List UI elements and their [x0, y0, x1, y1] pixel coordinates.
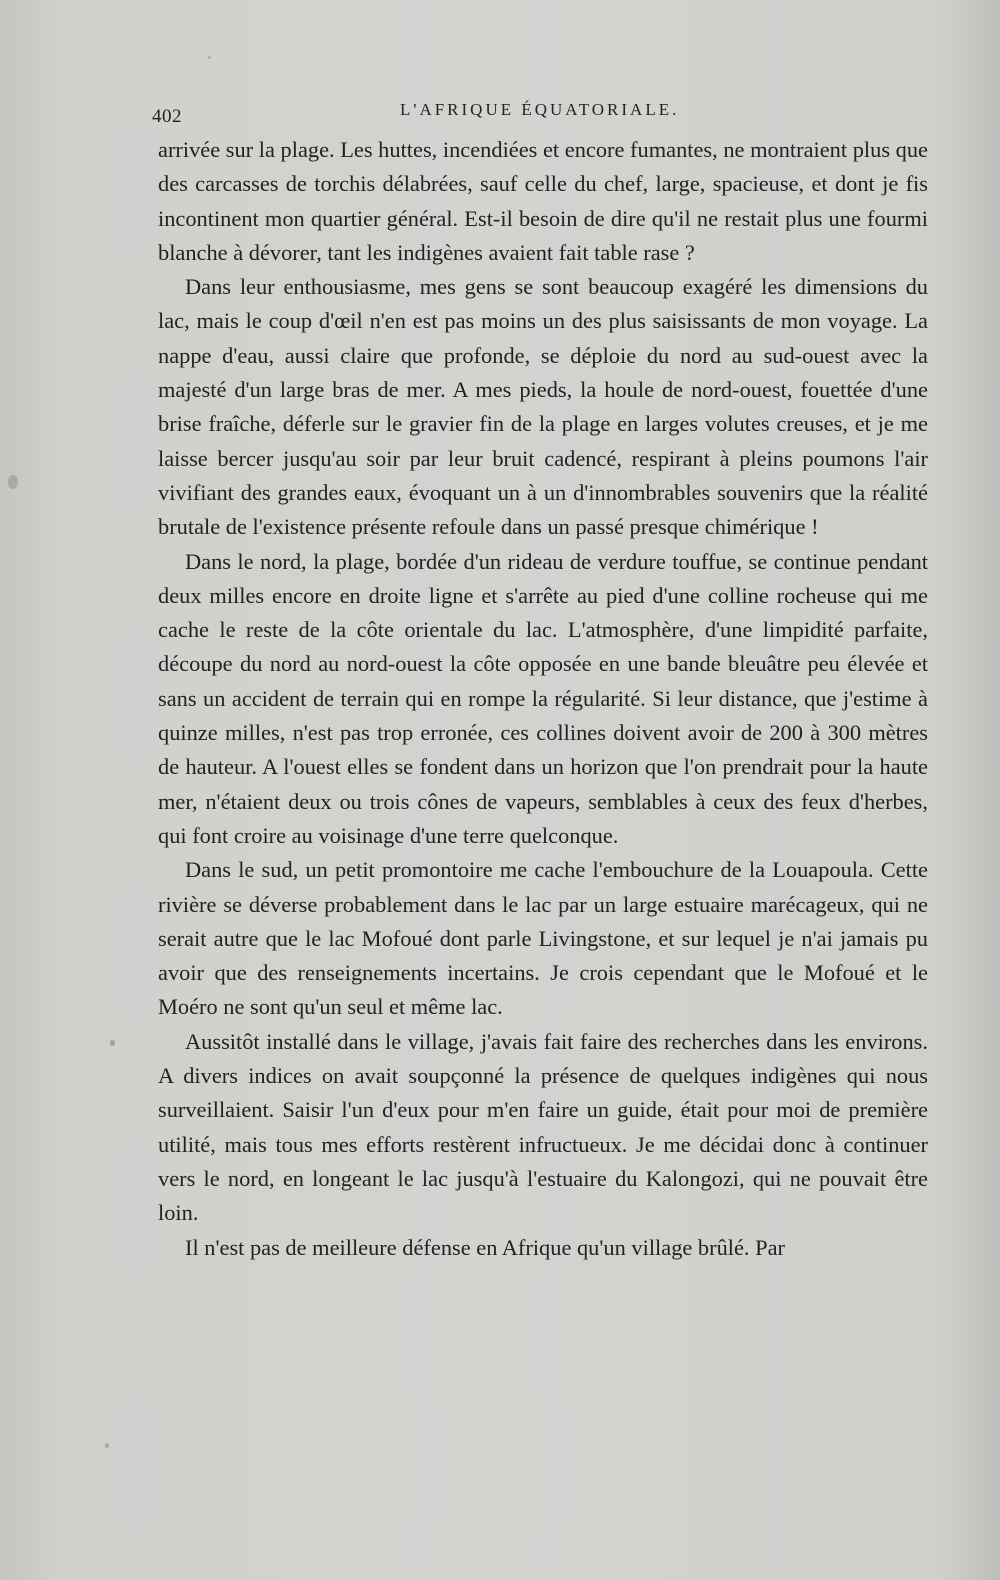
paper-speck	[110, 1040, 115, 1046]
paragraph-1: arrivée sur la plage. Les huttes, incendiées et encore fumantes, ne montraient plus que des carcasses de torchis délabrées, sauf celle du chef, large, spacieuse, et dont je fis incontinent mon quartier général. Est-il besoin de dire qu'il ne restait plus une fourmi blanche à dévorer, tant les indigènes avaient fait table rase ?	[158, 137, 928, 265]
paper-speck	[208, 56, 211, 59]
paragraph-5: Aussitôt installé dans le village, j'avais fait faire des recherches dans les environs. A divers indices on avait soupçonné la présence de quelques indigènes qui nous surveillaient. Saisir l'un d'eux pour m'en faire un guide, était pour moi de première utilité, mais tous mes efforts restèrent infructueux. Je me décidai donc à continuer vers le nord, en longeant le lac jusqu'à l'estuaire du Kalongozi, qui ne pouvait être loin.	[158, 1028, 928, 1226]
paragraph-3: Dans le nord, la plage, bordée d'un rideau de verdure touffue, se continue pendant deux milles encore en droite ligne et s'arrête au pied d'une colline rocheuse qui me cache le reste de la côte orientale du lac. L'atmosphère, d'une limpidité parfaite, découpe du nord au nord-ouest la côte opposée en une bande bleuâtre peu élevée et sans un accident de terrain qui en rompe la régularité. Si leur distance, que j'estime à quinze milles, n'est pas trop erronée, ces collines doivent avoir de 200 à 300 mètres de hauteur. A l'ouest elles se fondent dans un horizon que l'on prendrait pour la haute mer, n'étaient deux ou trois cônes de vapeurs, semblables à ceux des feux d'herbes, qui font croire au voisinage d'une terre quelconque.	[158, 548, 928, 848]
page-header	[150, 100, 930, 132]
body-text	[158, 133, 928, 1265]
paragraph-6: Il n'est pas de meilleure défense en Afrique qu'un village brûlé. Par	[185, 1234, 785, 1260]
paragraph-2: Dans leur enthousiasme, mes gens se sont beaucoup exagéré les dimensions du lac, mais le coup d'œil n'en est pas moins un des plus saisissants de mon voyage. La nappe d'eau, aussi claire que profonde, se déploie du nord au sud-ouest avec la majesté d'un large bras de mer. A mes pieds, la houle de nord-ouest, fouettée d'une brise fraîche, déferle sur le gravier fin de la plage en larges volutes creuses, et je me laisse bercer jusqu'au soir par leur bruit cadencé, respirant à pleins poumons l'air vivifiant des grandes eaux, évoquant un à un d'innombrables souvenirs que la réalité brutale de l'existence présente refoule dans un passé presque chimérique !	[158, 274, 928, 540]
running-title: L'AFRIQUE ÉQUATORIALE.	[400, 100, 680, 119]
paper-speck	[105, 1443, 109, 1448]
paper-speck	[8, 475, 18, 489]
paragraph-4: Dans le sud, un petit promontoire me cache l'embouchure de la Louapoula. Cette rivière se déverse probablement dans le lac par un large estuaire marécageux, qui ne serait autre que le lac Mofoué dont parle Livingstone, et sur lequel je n'ai jamais pu avoir que des renseignements incertains. Je crois cependant que le Mofoué et le Moéro ne sont qu'un seul et même lac.	[158, 857, 928, 1020]
page-number: 402	[152, 106, 182, 127]
